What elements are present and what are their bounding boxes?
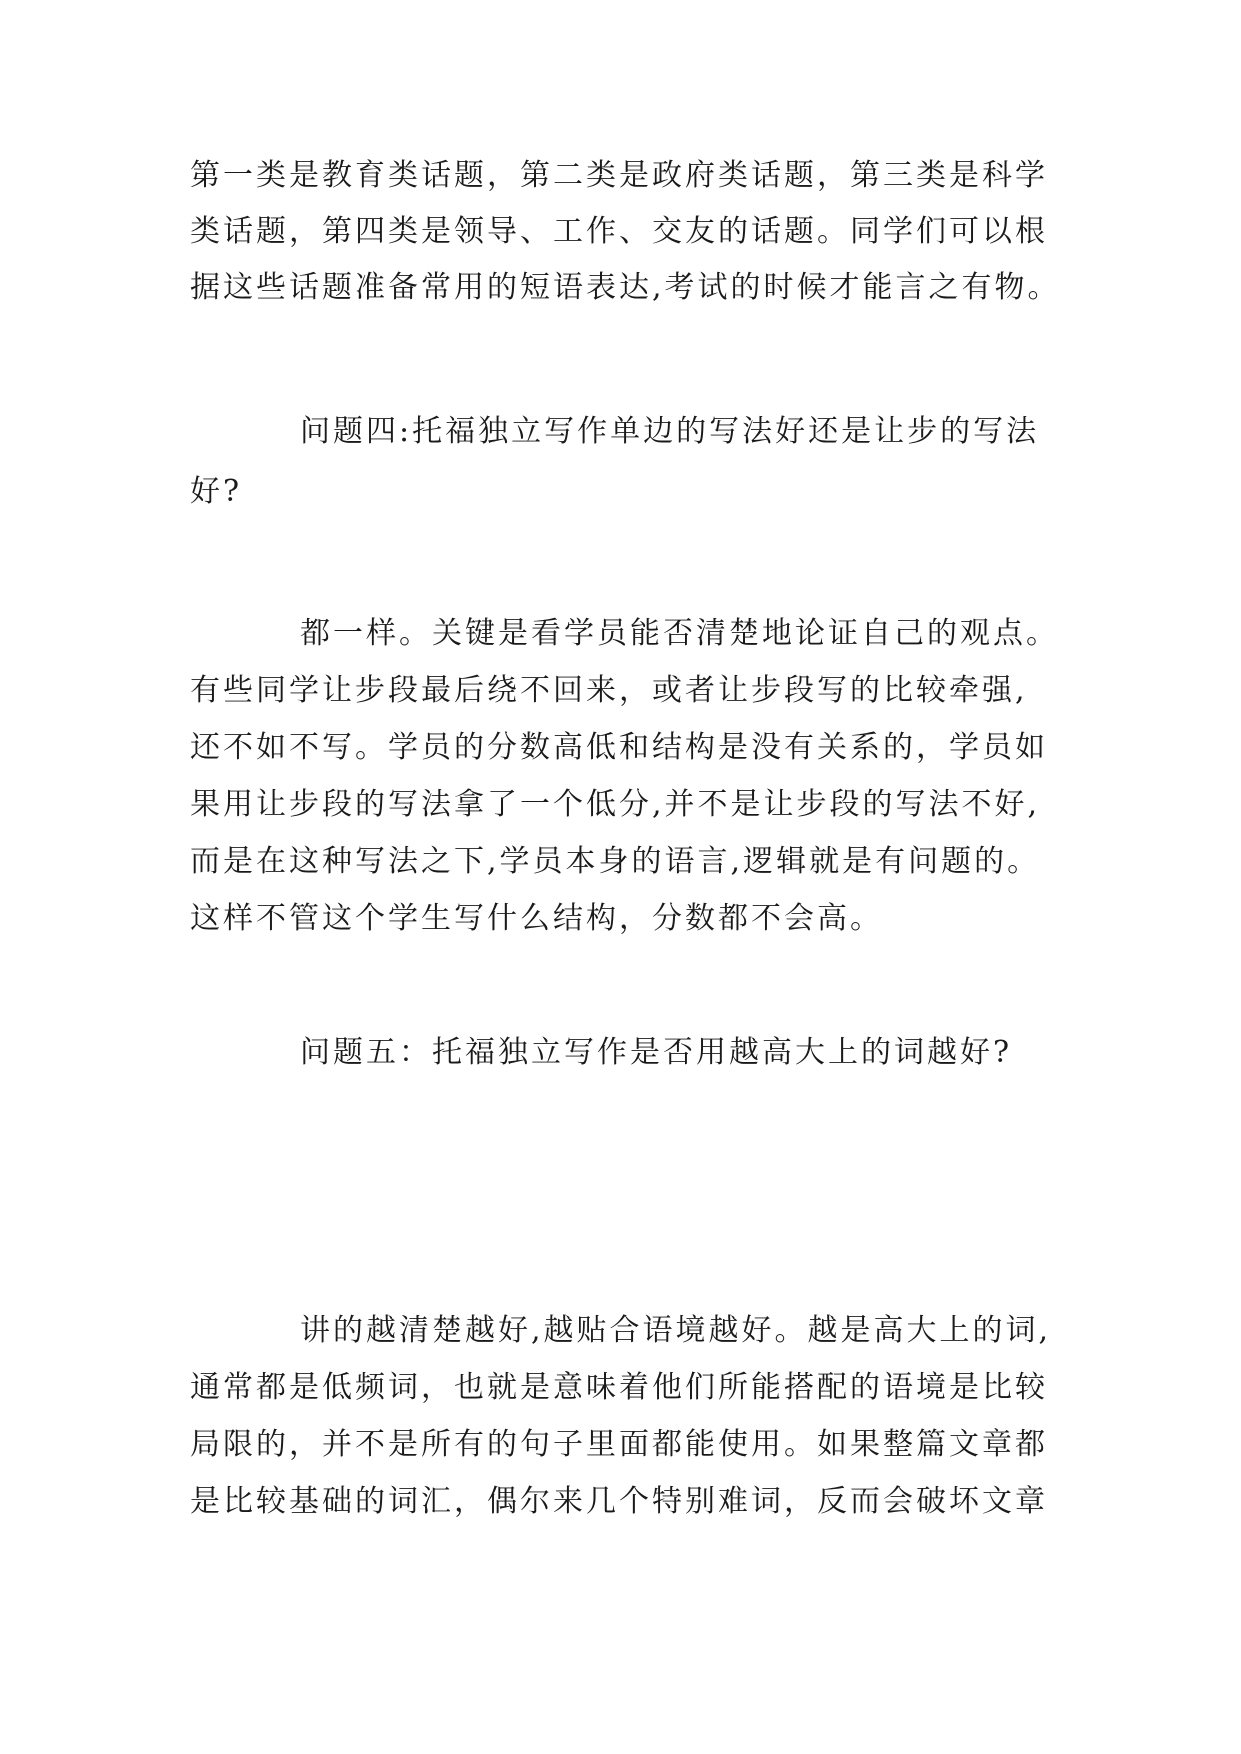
question-four-heading: [190, 402, 1070, 522]
text-line: 讲的越清楚越好,越贴合语境越好。越是高大上的词,: [300, 1313, 1052, 1348]
text-line: 好?: [190, 474, 243, 509]
answer-five-paragraph: [190, 1302, 1070, 1530]
text-line: 都一样。关键是看学员能否清楚地论证自己的观点。: [300, 616, 1059, 651]
answer-four-paragraph: [190, 605, 1070, 947]
text-line: 问题四:托福独立写作单边的写法好还是让步的写法: [300, 414, 1040, 449]
text-line: 是比较基础的词汇，偶尔来几个特别难词，反而会破坏文章: [190, 1484, 1048, 1519]
text-line: 类话题，第四类是领导、工作、交友的话题。同学们可以根: [190, 214, 1048, 249]
text-line: 有些同学让步段最后绕不回来，或者让步段写的比较牵强,: [190, 673, 1028, 708]
paragraph-topic-categories: [190, 148, 1070, 316]
text-line: 通常都是低频词，也就是意味着他们所能搭配的语境是比较: [190, 1370, 1048, 1405]
text-line: 问题五：托福独立写作是否用越高大上的词越好?: [300, 1035, 1013, 1070]
text-line: 据这些话题准备常用的短语表达,考试的时候才能言之有物。: [190, 270, 1061, 305]
text-line: 这样不管这个学生写什么结构，分数都不会高。: [190, 901, 883, 936]
text-line: 还不如不写。学员的分数高低和结构是没有关系的，学员如: [190, 730, 1048, 765]
text-line: 第一类是教育类话题，第二类是政府类话题，第三类是科学: [190, 158, 1048, 193]
question-five-heading: [190, 1024, 1070, 1082]
text-line: 而是在这种写法之下,学员本身的语言,逻辑就是有问题的。: [190, 844, 1041, 879]
text-line: 局限的，并不是所有的句子里面都能使用。如果整篇文章都: [190, 1427, 1048, 1462]
text-line: 果用让步段的写法拿了一个低分,并不是让步段的写法不好,: [190, 787, 1041, 822]
